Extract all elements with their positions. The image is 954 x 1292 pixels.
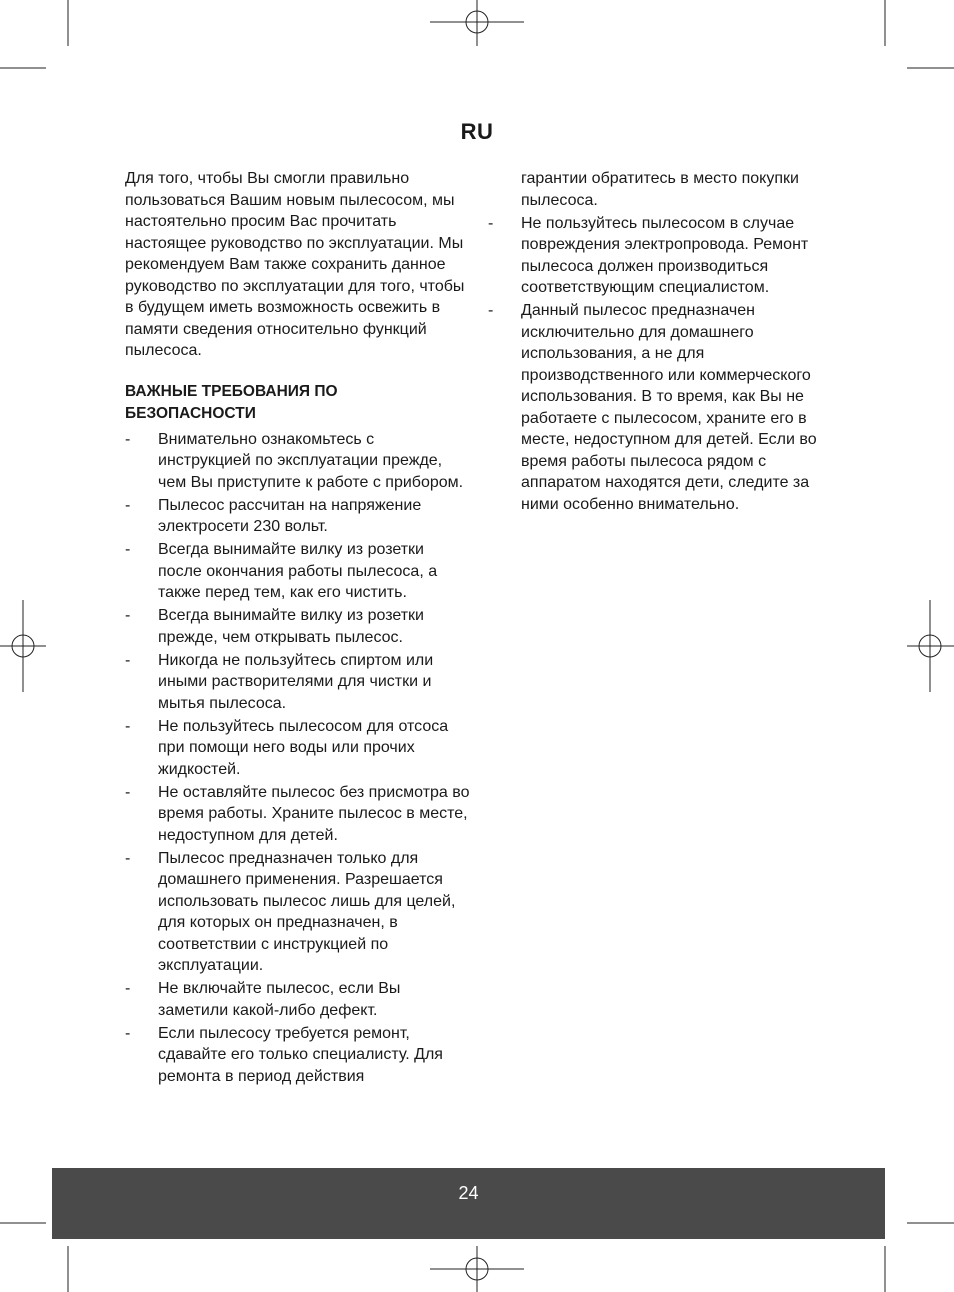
list-item-text: Всегда вынимайте вилку из розетки после окончания работы пылесоса, а также перед тем, как его чистить. (158, 541, 438, 601)
bullet-dash: - (488, 214, 494, 232)
list-item (125, 978, 470, 1021)
list-item-text: Внимательно ознакомьтесь с инструкцией по эксплуатации прежде, чем Вы приступите к работе с прибором. (158, 430, 464, 491)
list-item-text: Данный пылесос предназначен исключительно для домашнего использования, а не для производственного или коммерческого использования. В то время, как Вы не работаете с пылесосом, храните его в месте, недоступном для детей. Если во время работы пылесоса рядом с аппаратом находятся дети, следите за ними особенно внимательно. (521, 302, 817, 513)
registration-mark-top (430, 0, 524, 46)
list-item (125, 848, 470, 977)
list-item-text: Не пользуйтесь пылесосом для отсоса при помощи него воды или прочих жидкостей. (158, 717, 449, 778)
registration-mark-right (907, 600, 954, 692)
page-number: 24 (458, 1183, 479, 1203)
safety-list (125, 429, 470, 1088)
safety-heading: ВАЖНЫЕ ТРЕБОВАНИЯ ПО БЕЗОПАСНОСТИ (125, 382, 338, 422)
list-item (125, 429, 470, 494)
list-item-text: Пылесос предназначен только для домашнего применения. Разрешается использовать пылесос лишь для целей, для которых он предназначен, в соответствии с инструкцией по эксплуатации. (158, 849, 456, 974)
bullet-dash: - (125, 980, 131, 997)
language-heading: RU (460, 119, 494, 144)
list-item (488, 300, 833, 515)
bullet-dash: - (488, 302, 494, 319)
bullet-dash: - (125, 607, 131, 624)
list-item (125, 782, 470, 847)
footer-bar (52, 1168, 885, 1239)
bullet-dash: - (125, 651, 131, 669)
list-item (125, 716, 470, 781)
list-item-text: Если пылесосу требуется ремонт, сдавайте его только специалисту. Для ремонта в период действия (158, 1024, 443, 1085)
list-item-text: Никогда не пользуйтесь спиртом или иными растворителями для чистки и мытья пылесоса. (158, 651, 434, 712)
list-item-text: Не включайте пылесос, если Вы заметили какой-либо дефект. (158, 980, 401, 1019)
bullet-dash: - (125, 783, 131, 801)
bullet-dash: - (125, 496, 131, 514)
list-item-text: Всегда вынимайте вилку из розетки прежде, чем открывать пылесос. (158, 607, 424, 646)
left-column (125, 168, 470, 1089)
bullet-dash: - (125, 1024, 131, 1042)
registration-mark-bottom (430, 1246, 524, 1292)
right-column (488, 168, 833, 517)
list-item-text: Пылесос рассчитан на напряжение электросети 230 вольт. (158, 496, 422, 535)
list-item (488, 213, 833, 299)
list-item (125, 495, 470, 538)
list-item (125, 650, 470, 715)
list-item (125, 605, 470, 648)
list-item (125, 539, 470, 604)
list-item-text: Не пользуйтесь пылесосом в случае повреждения электропровода. Ремонт пылесоса должен производиться соответствующим специалистом. (521, 214, 809, 296)
safety-list-continued (488, 213, 833, 516)
bullet-dash: - (125, 849, 131, 867)
list-item-text: Не оставляйте пылесос без присмотра во время работы. Храните пылесос в месте, недоступном для детей. (158, 783, 470, 844)
bullet-dash: - (125, 541, 131, 558)
intro-paragraph: Для того, чтобы Вы смогли правильно пользоваться Вашим новым пылесосом, мы настоятельно просим Вас прочитать настоящее руководство по эксплуатации. Мы рекомендуем Вам также сохранить данное руководство по эксплуатации для того, чтобы в будущем иметь возможность освежить в памяти сведения относительно функций пылесоса. (125, 170, 465, 359)
bullet-dash: - (125, 430, 131, 448)
registration-mark-left (0, 600, 46, 692)
list-item-continuation: гарантии обратитесь в место покупки пылесоса. (521, 170, 799, 209)
list-item (125, 1023, 470, 1088)
bullet-dash: - (125, 717, 131, 735)
